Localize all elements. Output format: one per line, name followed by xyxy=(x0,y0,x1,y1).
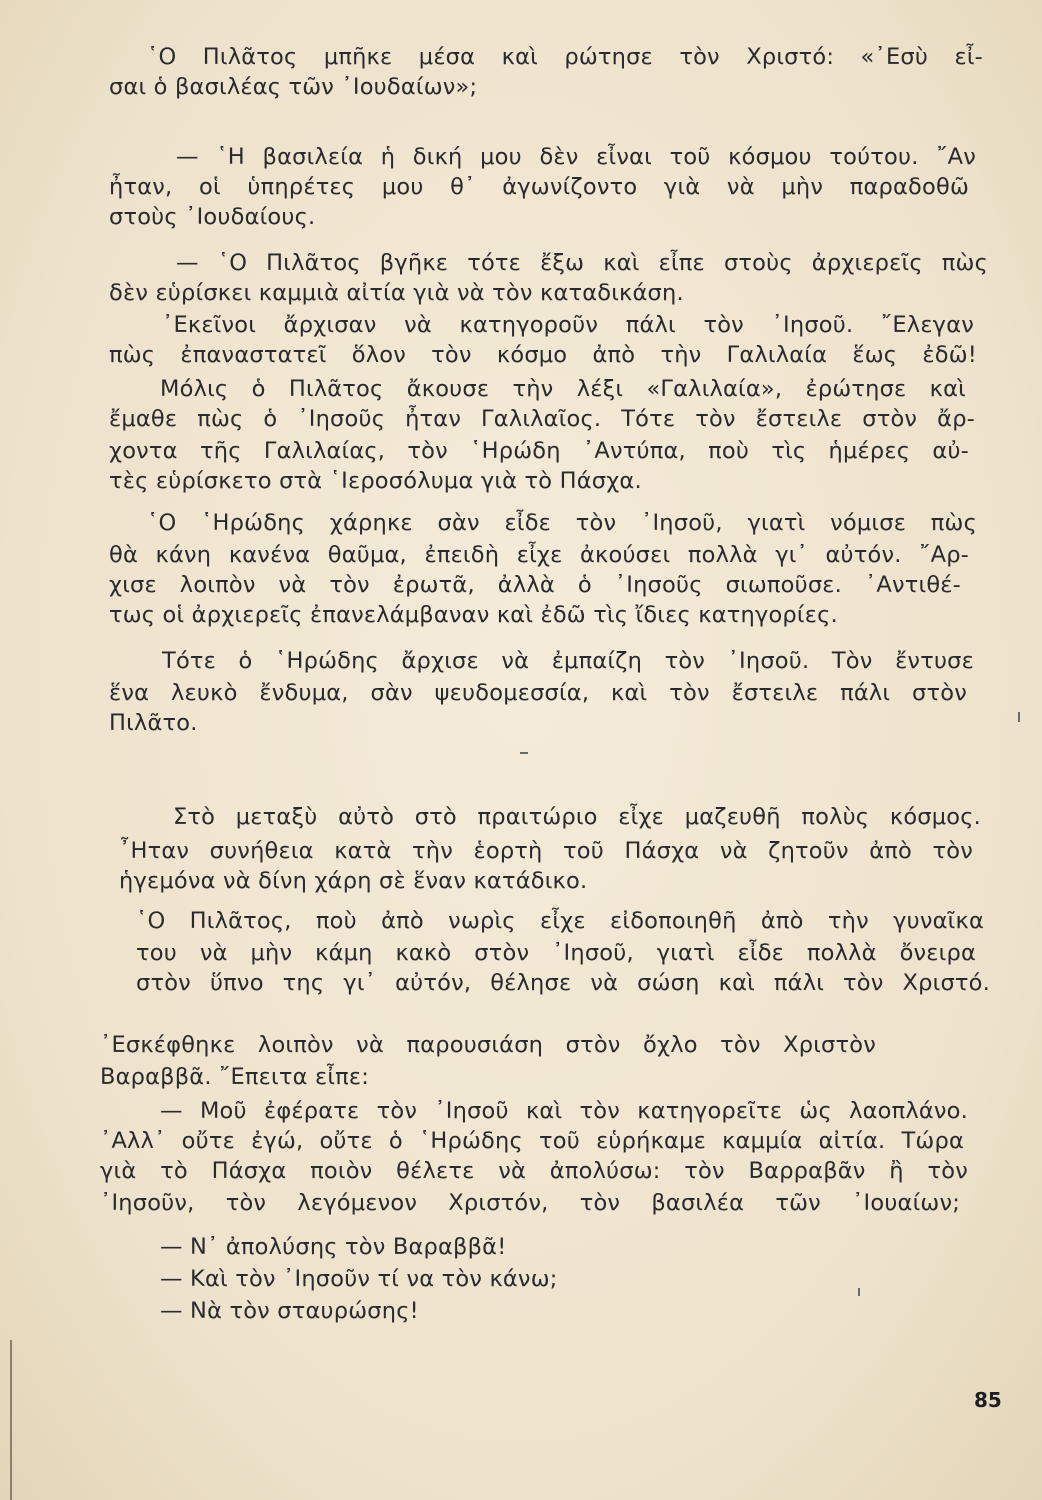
ink-speck xyxy=(1018,712,1020,722)
text-line: τὲς εὑρίσκετο στὰ ῾Ιεροσόλυμα γιὰ τὸ Πάσχα. xyxy=(109,468,642,494)
text-line: ῏Ηταν συνήθεια κατὰ τὴν ἑορτὴ τοῦ Πάσχα νὰ ζητοῦν ἀπὸ τὸν xyxy=(119,838,973,864)
text-line: ἔμαθε πὼς ὁ ᾿Ιησοῦς ἦταν Γαλιλαῖος. Τότε τὸν ἔστειλε στὸν ἄρ- xyxy=(109,406,975,432)
text-line: ῾Ο Πιλᾶτος μπῆκε μέσα καὶ ρώτησε τὸν Χριστό: «᾿Εσὺ εἶ- xyxy=(147,44,983,70)
text-line: Βαραββᾶ. ῎Επειτα εἶπε: xyxy=(100,1064,370,1090)
text-line: — ῾Ο Πιλᾶτος βγῆκε τότε ἔξω καὶ εἶπε στοὺς ἀρχιερεῖς πὼς xyxy=(176,250,988,276)
text-line: ᾿Ιησοῦν, τὸν λεγόμενον Χριστόν, τὸν βασιλέα τῶν ᾿Ιουαίων; xyxy=(100,1190,960,1216)
text-line: — Καὶ τὸν ᾿Ιησοῦν τί να τὸν κάνω; xyxy=(160,1266,558,1292)
text-line: ῾Ο ῾Ηρώδης χάρηκε σὰν εἶδε τὸν ᾿Ιησοῦ, γιατὶ νόμισε πὼς xyxy=(147,510,977,536)
text-line: — Μοῦ ἐφέρατε τὸν ᾿Ιησοῦ καὶ τὸν κατηγορεῖτε ὡς λαοπλάνο. xyxy=(160,1098,968,1124)
text-line: σαι ὁ βασιλέας τῶν ᾿Ιουδαίων»; xyxy=(109,74,478,100)
text-line: — Ν᾿ ἀπολύσης τὸν Βαραββᾶ! xyxy=(160,1234,507,1260)
text-line: στὸν ὕπνο της γι᾿ αὐτόν, θέλησε νὰ σώση καὶ πάλι τὸν Χριστό. xyxy=(136,970,990,996)
text-line: πὼς ἐπαναστατεῖ ὅλον τὸν κόσμο ἀπὸ τὴν Γαλιλαία ἕως ἐδῶ! xyxy=(109,342,977,368)
text-line: χοντα τῆς Γαλιλαίας, τὸν ῾Ηρώδη ᾿Αντύπα, ποὺ τὶς ἡμέρες αὐ- xyxy=(109,438,969,464)
text-line: ῾Ο Πιλᾶτος, ποὺ ἀπὸ νωρὶς εἶχε εἰδοποιηθῆ ἀπὸ τὴν γυναῖκα xyxy=(136,908,984,934)
text-line: Πιλᾶτο. xyxy=(109,710,198,736)
text-line: τως οἱ ἀρχιερεῖς ἐπανελάμβαναν καὶ ἐδῶ τὶς ἴδιες κατηγορίες. xyxy=(109,602,838,628)
text-line: — Νὰ τὸν σταυρώσης! xyxy=(160,1298,419,1324)
page-number: 85 xyxy=(974,1388,1002,1412)
text-line: γιὰ τὸ Πάσχα ποιὸν θέλετε νὰ ἀπολύσω: τὸν Βαρραβᾶν ἢ τὸν xyxy=(100,1158,968,1184)
text-line: στοὺς ᾿Ιουδαίους. xyxy=(109,204,316,230)
text-line: του νὰ μὴν κάμη κακὸ στὸν ᾿Ιησοῦ, γιατὶ εἶδε πολλὰ ὄνειρα xyxy=(136,940,976,966)
text-line: Μόλις ὁ Πιλᾶτος ἄκουσε τὴν λέξι «Γαλιλαία», ἐρώτησε καὶ xyxy=(160,376,966,402)
binding-edge xyxy=(0,1340,12,1500)
text-line: — ῾Η βασιλεία ἡ δική μου δὲν εἶναι τοῦ κόσμου τούτου. ῎Αν xyxy=(176,144,976,170)
text-line: ᾿Εσκέφθηκε λοιπὸν νὰ παρουσιάση στὸν ὄχλο τὸν Χριστὸν xyxy=(100,1032,876,1058)
text-line: ἕνα λευκὸ ἔνδυμα, σὰν ψευδομεσσία, καὶ τὸν ἔστειλε πάλι στὸν xyxy=(109,680,967,706)
text-line: Τότε ὁ ῾Ηρώδης ἄρχισε νὰ ἐμπαίζη τὸν ᾿Ιησοῦ. Τὸν ἔντυσε xyxy=(162,648,974,674)
text-line: χισε λοιπὸν νὰ τὸν ἐρωτᾶ, ἀλλὰ ὁ ᾿Ιησοῦς σιωποῦσε. ᾿Αντιθέ- xyxy=(109,572,961,598)
ink-speck xyxy=(520,752,528,754)
text-line: ᾿Εκεῖνοι ἄρχισαν νὰ κατηγοροῦν πάλι τὸν ᾿Ιησοῦ. ῎Ελεγαν xyxy=(162,312,974,338)
text-line: ἦταν, οἱ ὑπηρέτες μου θ᾿ ἀγωνίζοντο γιὰ νὰ μὴν παραδοθῶ xyxy=(109,174,969,200)
ink-speck xyxy=(858,1288,860,1296)
text-line: θὰ κάνη κανένα θαῦμα, ἐπειδὴ εἶχε ἀκούσει πολλὰ γι᾿ αὐτόν. ῎Αρ- xyxy=(109,542,969,568)
text-line: δὲν εὑρίσκει καμμιὰ αἰτία γιὰ νὰ τὸν καταδικάση. xyxy=(109,280,684,306)
text-line: ἡγεμόνα νὰ δίνη χάρη σὲ ἕναν κατάδικο. xyxy=(119,868,588,894)
text-line: Στὸ μεταξὺ αὐτὸ στὸ πραιτώριο εἶχε μαζευθῆ πολὺς κόσμος. xyxy=(173,804,981,830)
text-line: ᾿Αλλ᾿ οὔτε ἐγώ, οὔτε ὁ ῾Ηρώδης τοῦ εὑρήκαμε καμμία αἰτία. Τώρα xyxy=(100,1128,964,1154)
